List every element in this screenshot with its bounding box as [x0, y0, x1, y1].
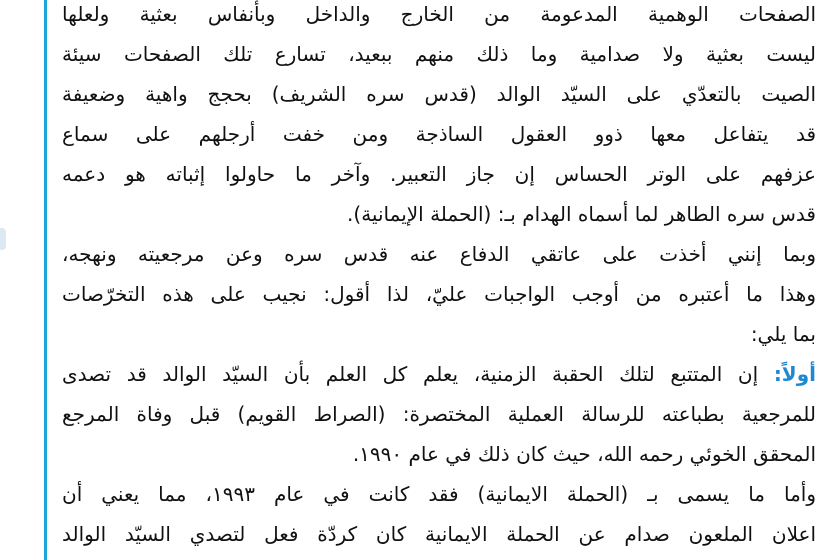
paragraph-line: ليست بعثية ولا صدامية وما ذلك منهم ببعيد، تسارع تلك الصفحات سيئة [62, 42, 816, 66]
paragraph-line: قدس سره الطاهر لما أسماه الهدام بـ: (الحملة الإيمانية). [347, 202, 816, 226]
paragraph-line: المحقق الخوئي رحمه الله، حيث كان ذلك في عام ١٩٩٠. [352, 442, 816, 466]
paragraph-line: اعلان الملعون صدام عن الحملة الايمانية كان كردّة فعل لتصدي السيّد الوالد [62, 522, 816, 546]
paragraph-line: بما يلي: [750, 322, 816, 346]
paragraph-line: قد يتفاعل معها ذوو العقول الساذجة ومن خفت أرجلهم على سماع [62, 122, 816, 146]
margin-rule [44, 0, 47, 560]
paragraph-line: للمرجعية بطباعته للرسالة العملية المختصرة: (الصراط القويم) قبل وفاة المرجع [62, 402, 816, 426]
paragraph-line: وأما ما يسمى بـ (الحملة الايمانية) فقد كانت في عام ١٩٩٣، مما يعني أن [62, 482, 816, 506]
page-edge-tab [0, 228, 6, 250]
paragraph-line: وهذا ما أعتبره من أوجب الواجبات عليّ، لذا أقول: نجيب على هذه التخرّصات [62, 282, 816, 306]
paragraph-line: عزفهم على الوتر الحساس إن جاز التعبير. وآخر ما حاولوا إثباته هو دعمه [62, 162, 816, 186]
paragraph-line: وبما إنني أخذت على عاتقي الدفاع عنه قدس سره وعن مرجعيته ونهجه، [62, 242, 816, 266]
point-one-text: إن المتتبع لتلك الحقبة الزمنية، يعلم كل العلم بأن السيّد الوالد قد تصدى [62, 362, 774, 386]
document-body [62, 0, 816, 554]
point-one-line [62, 354, 816, 394]
paragraph-line: الصفحات الوهمية المدعومة من الخارج والداخل وبأنفاس بعثية ولعلها [62, 2, 816, 26]
point-one-label: أولاً: [773, 362, 816, 386]
paragraph-line: الصيت بالتعدّي على السيّد الوالد (قدس سره الشريف) بحجج واهية وضعيفة [62, 82, 816, 106]
